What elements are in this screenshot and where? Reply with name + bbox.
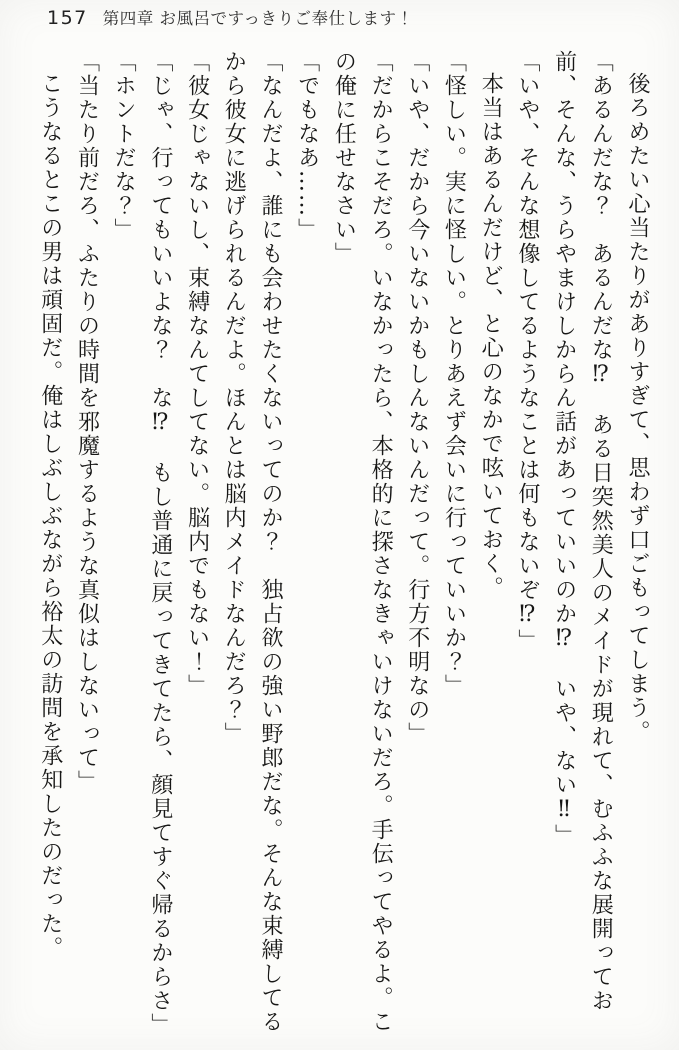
paragraph: 「いや、だから今いないかもしんないんだって。行方不明なの」: [404, 50, 430, 746]
page-header: [47, 5, 414, 29]
text-body: [31, 50, 655, 1036]
paragraph: 本当はあるんだけど、と心のなかで呟いておく。: [478, 72, 504, 600]
paragraph: こうなるとこの男は頑固だ。俺はしぶしぶながら裕太の訪問を承知したのだった。: [37, 72, 63, 960]
paragraph: 「だからこそだろ。いなかったら、本格的に探さなきゃいけないだろ。手伝ってやるよ。この俺に任せなさい」: [331, 50, 394, 1034]
paragraph: 「じゃ、行ってもいいよな？ な⁉ もし普通に戻ってきてたら、顔見てすぐ帰るからさ」: [147, 50, 173, 1037]
paragraph: 「あるんだな？ あるんだな⁉ ある日突然美人のメイドが現れて、むふふな展開ってお前、そんな、うらやまけしからん話があっていいのか⁉ いや、ない‼」: [551, 50, 614, 1013]
chapter-title: 第四章 お風呂ですっきりご奉仕します！: [102, 9, 414, 28]
paragraph: 「彼女じゃないし、束縛なんてしてない。脳内でもない！」: [184, 50, 210, 698]
paragraph: 「でもなあ……」: [294, 50, 320, 242]
paragraph: 「怪しい。実に怪しい。とりあえず会いに行っていいか？」: [441, 50, 467, 698]
page-number: 157: [47, 7, 88, 29]
paragraph: 「ホントだな？」: [111, 50, 137, 242]
paragraph: 「いや、そんな想像してるようなことは何もないぞ⁉」: [514, 50, 540, 653]
paragraph: 後ろめたい心当たりがありすぎて、思わず口ごもってしまう。: [625, 72, 650, 744]
paragraph: 「当たり前だろ、ふたりの時間を邪魔するような真似はしないって」: [74, 50, 100, 794]
paragraph: 「なんだよ、誰にも会わせたくないってのか？ 独占欲の強い野郎だな。そんな束縛してるから彼女に逃げられるんだよ。ほんとは脳内メイドなんだろ？」: [221, 50, 283, 1034]
